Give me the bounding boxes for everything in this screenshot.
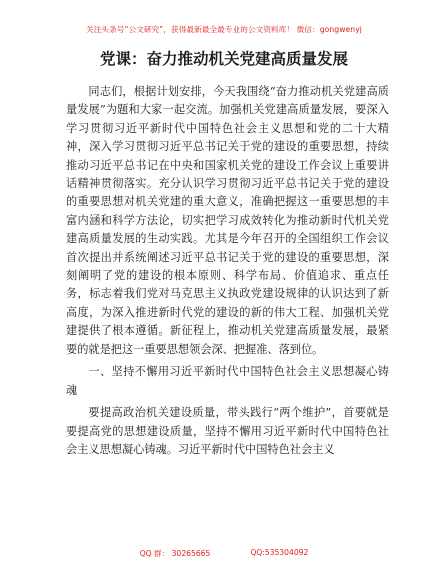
document-title: 党课：奋力推动机关党建高质量发展 bbox=[99, 50, 348, 68]
footer-qq: QQ:535304092 bbox=[250, 548, 309, 557]
footer-qq-group: QQ 群： 30265665 bbox=[139, 549, 211, 558]
footer bbox=[0, 548, 448, 559]
body-paragraph: 要提高政治机关建设质量，带头践行“两个维护”，首要就是要提高党的思想建设质量，坚持不懈用习近平新时代中国特色社会主义思想凝心铸魂。习近平新时代中国特色社会主义 bbox=[66, 406, 389, 457]
document-body bbox=[66, 83, 389, 460]
section-heading: 一、坚持不懈用习近平新时代中国特色社会主义思想凝心铸魂 bbox=[66, 365, 389, 397]
body-paragraph: 同志们，根据计划安排，今天我围绕“奋力推动机关党建高质量发展”为题和大家一起交流。加强机关党建高质量发展，要深入学习贯彻习近平新时代中国特色社会主义思想和党的二十大精神，深入学习贯彻习近平总书记关于党的建设的重要思想，持续推动习近平总书记在中央和国家机关党的建设工作会议上重要讲话精神贯彻落实。充分认识学习贯彻习近平总书记关于党的建设的重要思想对机关党建的重大意义，准确把握这一重要思想的丰富内涵和科学方法论，切实把学习成效转化为推动新时代机关党建高质量发展的生动实践。尤其是今年召开的全国组织工作会议首次提出并系统阐述习近平总书记关于党的建设的重要思想，深刻阐明了党的建设的根本原则、科学布局、价值追求、重点任务，标志着我们党对马克思主义执政党建设规律的认识达到了新高度，为深入推进新时代党的建设的新的伟大工程、加强机关党建提供了根本遵循。新征程上，推动机关党建高质量发展，最紧要的就是把这一重要思想领会深、把握准、落到位。 bbox=[66, 85, 389, 356]
header-banner: 关注头条号“公文研究”，获得最新最全最专业的公文资料库！ 微信：gongwenyj bbox=[86, 25, 362, 34]
